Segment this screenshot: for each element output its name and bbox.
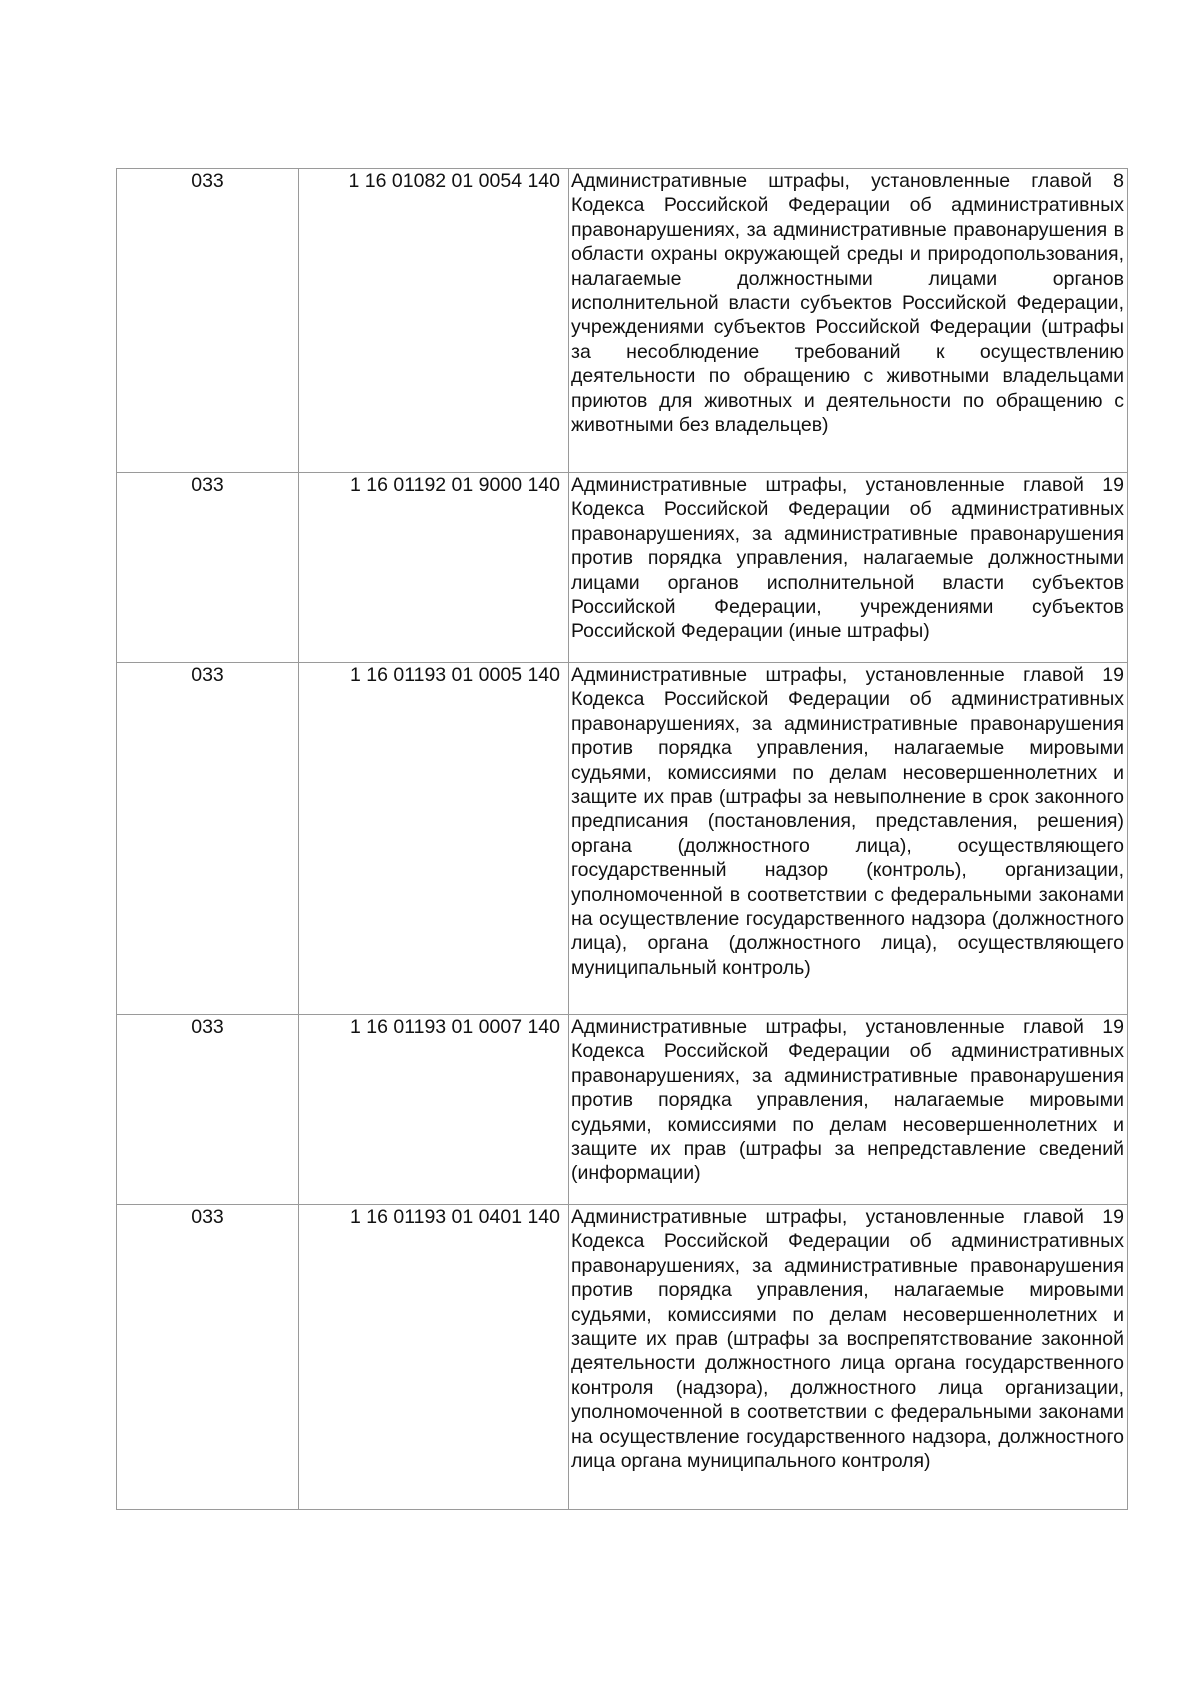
- admin-code-cell: 033: [117, 663, 299, 1015]
- budget-codes-table: [116, 168, 1128, 1510]
- table-row: [117, 663, 1128, 1015]
- table-row: [117, 169, 1128, 473]
- revenue-name-cell: [569, 169, 1128, 473]
- revenue-name-cell: [569, 1205, 1128, 1510]
- admin-code-cell: 033: [117, 473, 299, 663]
- kbk-code-cell: 1 16 01193 01 0401 140: [299, 1205, 569, 1510]
- kbk-code-cell: 1 16 01082 01 0054 140: [299, 169, 569, 473]
- kbk-code-cell: 1 16 01193 01 0007 140: [299, 1015, 569, 1205]
- revenue-name-text: Административные штрафы, установленные главой 19 Кодекса Российской Федерации об административных правонарушениях, за административные правонарушения против порядка управления, налагаемые мировыми судьями, комиссиями по делам несовершеннолетних и защите их прав (штрафы за непредставление сведений (информации): [571, 1016, 1124, 1185]
- admin-code-cell: 033: [117, 169, 299, 473]
- revenue-name-text: Административные штрафы, установленные главой 19 Кодекса Российской Федерации об административных правонарушениях, за административные правонарушения против порядка управления, налагаемые мировыми судьями, комиссиями по делам несовершеннолетних и защите их прав (штрафы за невыполнение в срок законного предписания (постановления, представления, решения) органа (должностного лица), осуществляющего государственный надзор (контроль), организации, уполномоченной в соответствии с федеральными законами на осуществление государственного надзора (должностного лица), органа (должностного лица), осуществляющего муниципальный контроль): [571, 664, 1124, 979]
- admin-code-cell: 033: [117, 1205, 299, 1510]
- revenue-name-text: Административные штрафы, установленные главой 8 Кодекса Российской Федерации об административных правонарушениях, за административные правонарушения в области охраны окружающей среды и природопользования, налагаемые должностными лицами органов исполнительной власти субъектов Российской Федерации, учреждениями субъектов Российской Федерации (штрафы за несоблюдение требований к осуществлению деятельности по обращению с животными владельцами приютов для животных и деятельности по обращению с животными без владельцев): [571, 170, 1124, 437]
- revenue-name-cell: [569, 473, 1128, 663]
- revenue-name-cell: [569, 1015, 1128, 1205]
- table-row: [117, 1205, 1128, 1510]
- revenue-name-cell: [569, 663, 1128, 1015]
- kbk-code-cell: 1 16 01193 01 0005 140: [299, 663, 569, 1015]
- document-page: [116, 168, 1128, 1510]
- revenue-name-text: Административные штрафы, установленные главой 19 Кодекса Российской Федерации об административных правонарушениях, за административные правонарушения против порядка управления, налагаемые должностными лицами органов исполнительной власти субъектов Российской Федерации, учреждениями субъектов Российской Федерации (иные штрафы): [571, 474, 1124, 643]
- revenue-name-text: Административные штрафы, установленные главой 19 Кодекса Российской Федерации об административных правонарушениях, за административные правонарушения против порядка управления, налагаемые мировыми судьями, комиссиями по делам несовершеннолетних и защите их прав (штрафы за воспрепятствование законной деятельности должностного лица органа государственного контроля (надзора), должностного лица организации, уполномоченной в соответствии с федеральными законами на осуществление государственного надзора, должностного лица органа муниципального контроля): [571, 1206, 1124, 1473]
- table-row: [117, 1015, 1128, 1205]
- table-row: [117, 473, 1128, 663]
- kbk-code-cell: 1 16 01192 01 9000 140: [299, 473, 569, 663]
- admin-code-cell: 033: [117, 1015, 299, 1205]
